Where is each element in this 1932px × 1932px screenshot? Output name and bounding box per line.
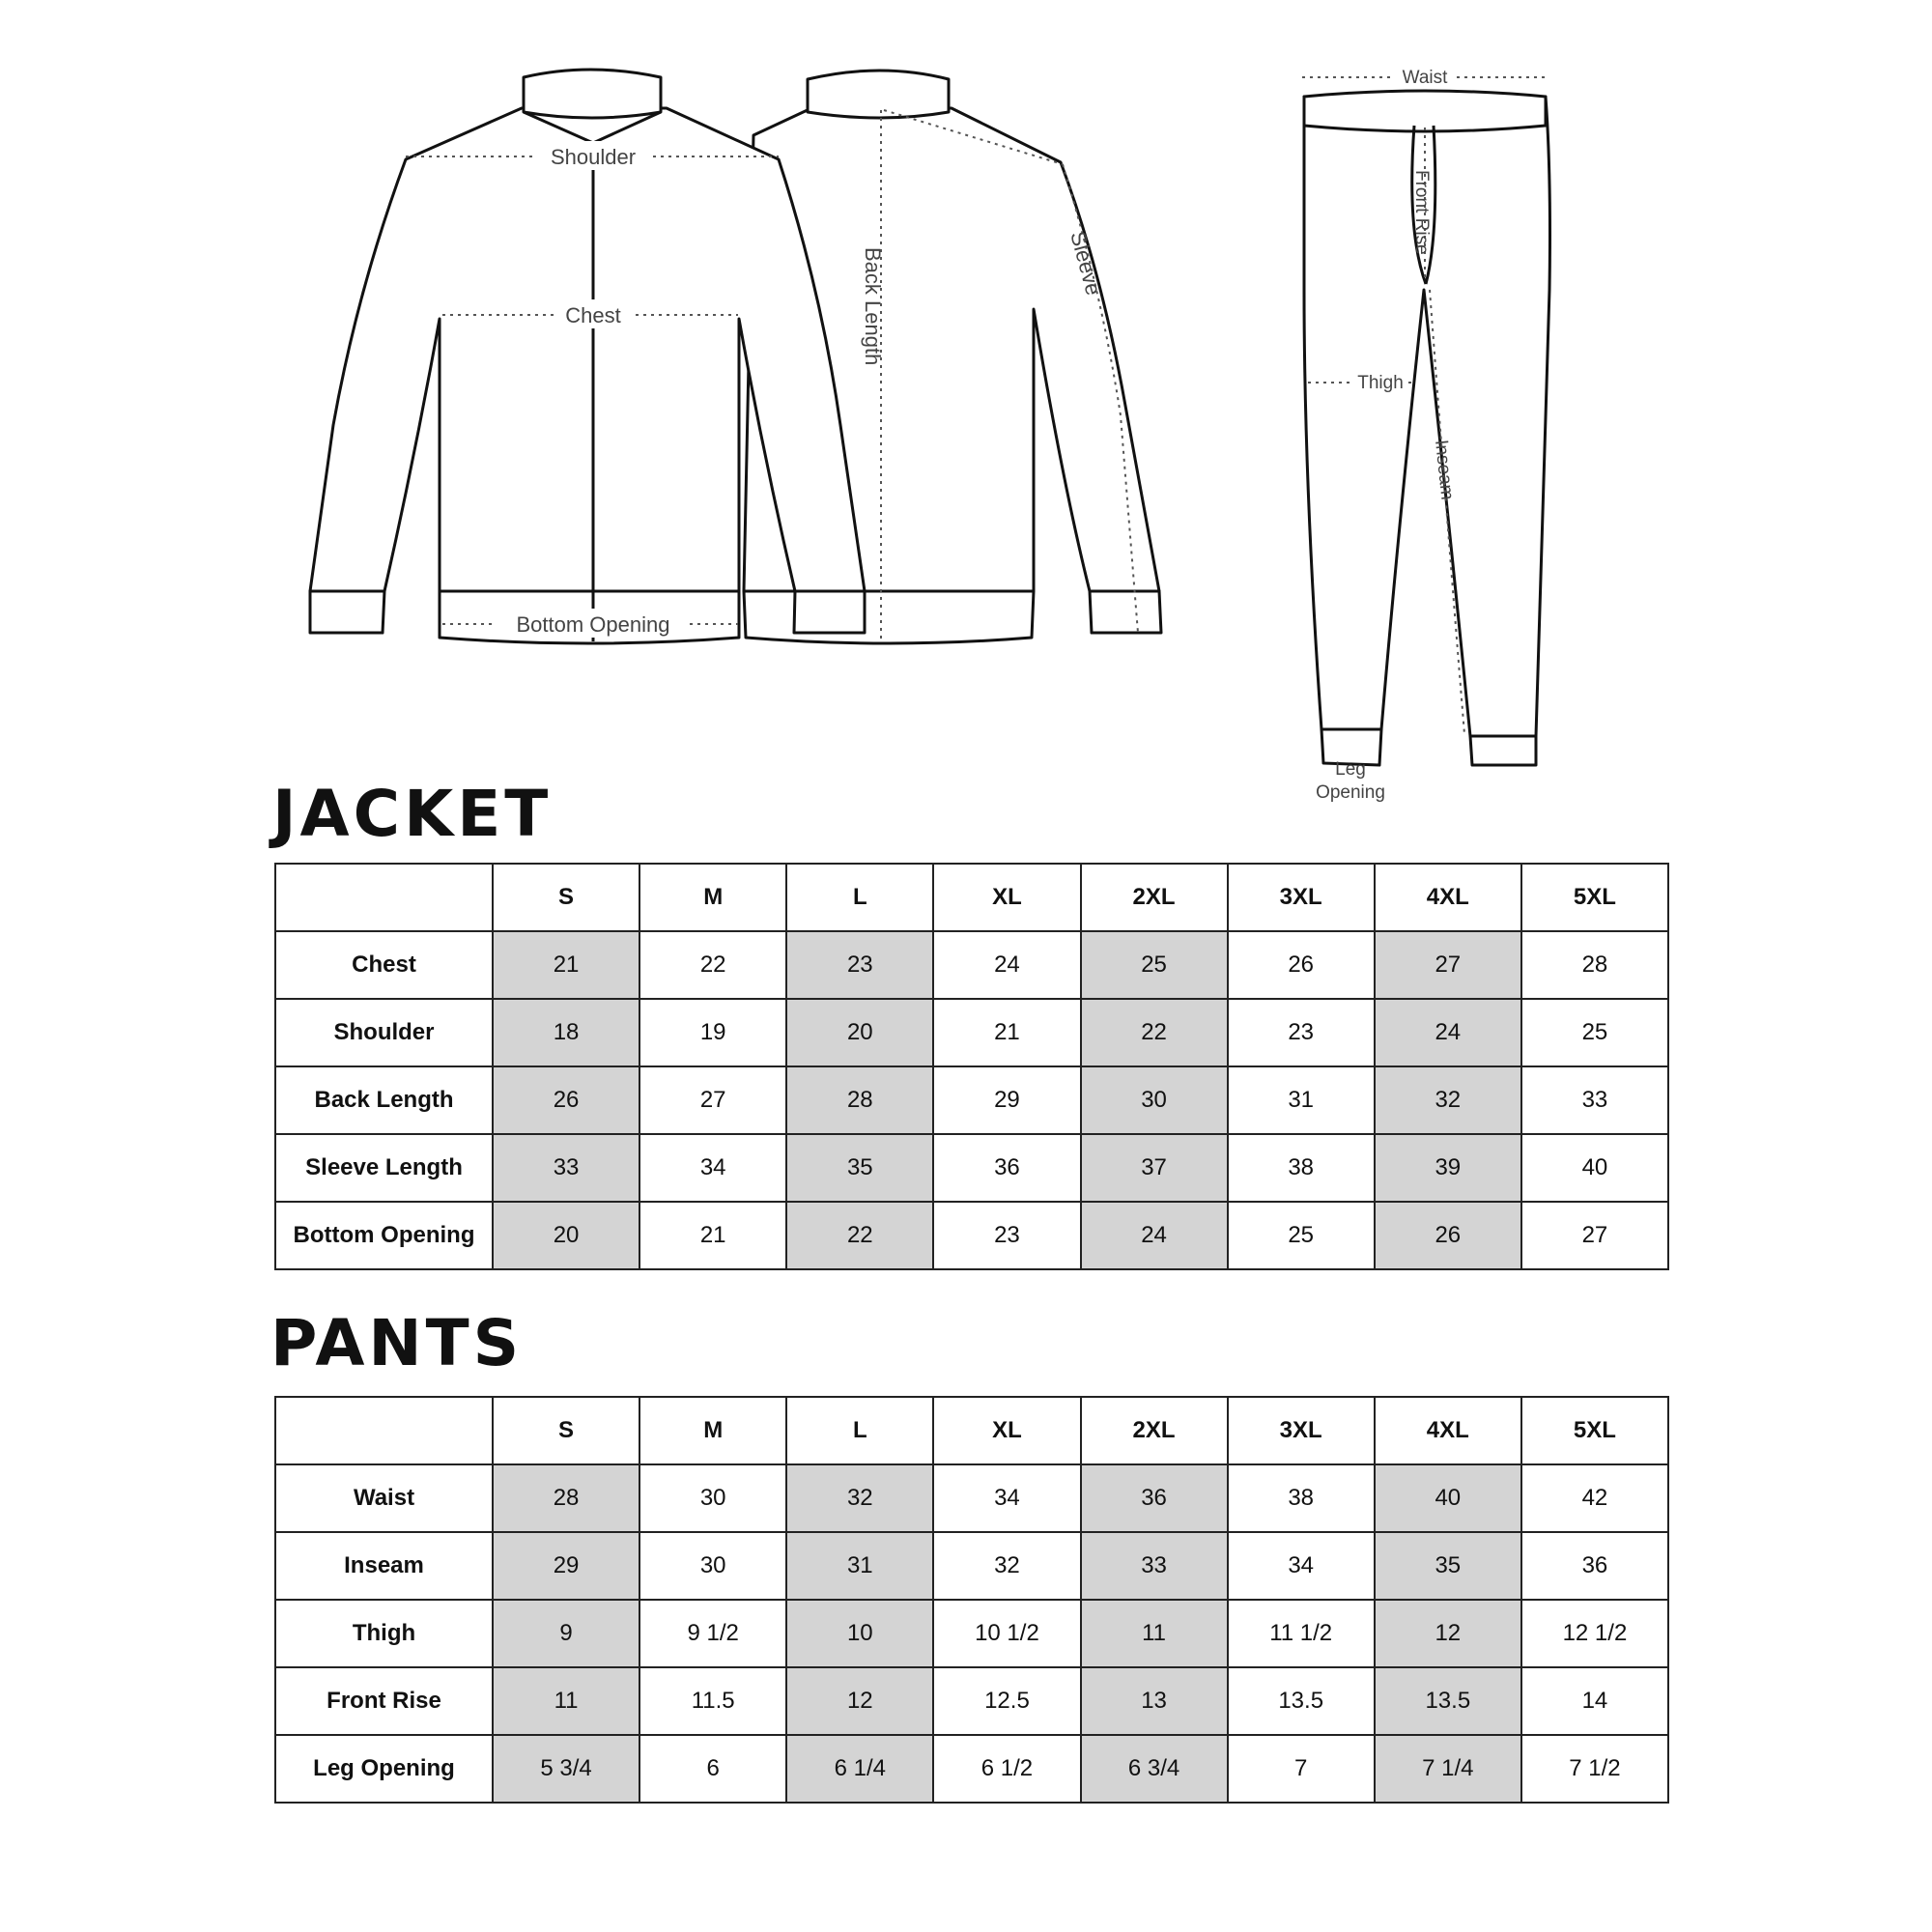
jacket-corner-cell [275,864,493,931]
pants-size-header: 2XL [1081,1397,1228,1464]
table-cell: 32 [933,1532,1080,1600]
jacket-title: JACKET [272,777,553,851]
table-cell: 23 [933,1202,1080,1269]
garment-diagram [0,0,1932,831]
row-label: Sleeve Length [275,1134,493,1202]
table-cell: 10 1/2 [933,1600,1080,1667]
row-label: Inseam [275,1532,493,1600]
table-cell: 34 [1228,1532,1375,1600]
table-cell: 21 [639,1202,786,1269]
row-label: Thigh [275,1600,493,1667]
chest-label: Chest [565,303,621,327]
leg-label: Leg [1335,759,1366,780]
bottom-opening-label: Bottom Opening [516,612,670,637]
table-cell: 38 [1228,1134,1375,1202]
pants-size-header: 5XL [1521,1397,1668,1464]
table-row [275,1134,1668,1202]
table-cell: 21 [933,999,1080,1066]
table-cell: 30 [639,1464,786,1532]
inseam-label: Inseam [1431,439,1458,501]
jacket-size-header: S [493,864,639,931]
table-cell: 42 [1521,1464,1668,1532]
table-cell: 24 [1081,1202,1228,1269]
jacket-size-header: 5XL [1521,864,1668,931]
table-row [275,1202,1668,1269]
table-cell: 9 1/2 [639,1600,786,1667]
back-length-label: Back Length [861,247,885,366]
table-row [275,1667,1668,1735]
table-cell: 22 [639,931,786,999]
thigh-label: Thigh [1357,373,1404,393]
table-cell: 27 [639,1066,786,1134]
table-cell: 26 [493,1066,639,1134]
table-cell: 19 [639,999,786,1066]
jacket-size-header: 3XL [1228,864,1375,931]
row-label: Back Length [275,1066,493,1134]
table-cell: 14 [1521,1667,1668,1735]
table-cell: 7 1/2 [1521,1735,1668,1803]
jacket-size-header: XL [933,864,1080,931]
table-cell: 40 [1375,1464,1521,1532]
table-cell: 11 [493,1667,639,1735]
jacket-size-header: 4XL [1375,864,1521,931]
jacket-size-header: L [786,864,933,931]
pants-size-header: 4XL [1375,1397,1521,1464]
table-cell: 11 1/2 [1228,1600,1375,1667]
table-cell: 31 [786,1532,933,1600]
row-label: Leg Opening [275,1735,493,1803]
table-cell: 36 [1081,1464,1228,1532]
table-cell: 27 [1521,1202,1668,1269]
pants-size-header: XL [933,1397,1080,1464]
pants-size-header: L [786,1397,933,1464]
table-cell: 26 [1375,1202,1521,1269]
table-cell: 12 1/2 [1521,1600,1668,1667]
pants-size-header: 3XL [1228,1397,1375,1464]
table-cell: 28 [493,1464,639,1532]
table-row [275,1532,1668,1600]
jacket-header-row [275,864,1668,931]
front-rise-label: Front Rise [1411,170,1432,255]
table-cell: 5 3/4 [493,1735,639,1803]
table-cell: 10 [786,1600,933,1667]
row-label: Front Rise [275,1667,493,1735]
table-cell: 12 [1375,1600,1521,1667]
table-cell: 29 [933,1066,1080,1134]
table-cell: 31 [1228,1066,1375,1134]
table-cell: 6 3/4 [1081,1735,1228,1803]
table-cell: 40 [1521,1134,1668,1202]
table-cell: 29 [493,1532,639,1600]
table-cell: 36 [1521,1532,1668,1600]
pants-corner-cell [275,1397,493,1464]
table-cell: 6 [639,1735,786,1803]
table-cell: 25 [1228,1202,1375,1269]
table-cell: 20 [786,999,933,1066]
table-row [275,999,1668,1066]
table-cell: 32 [1375,1066,1521,1134]
table-cell: 32 [786,1464,933,1532]
table-cell: 30 [1081,1066,1228,1134]
table-cell: 18 [493,999,639,1066]
table-cell: 26 [1228,931,1375,999]
table-cell: 12 [786,1667,933,1735]
table-cell: 13.5 [1375,1667,1521,1735]
pants-size-header: M [639,1397,786,1464]
table-cell: 6 1/2 [933,1735,1080,1803]
table-cell: 7 [1228,1735,1375,1803]
table-cell: 36 [933,1134,1080,1202]
row-label: Bottom Opening [275,1202,493,1269]
table-cell: 24 [933,931,1080,999]
table-cell: 13.5 [1228,1667,1375,1735]
jacket-size-header: M [639,864,786,931]
jacket-size-header: 2XL [1081,864,1228,931]
waist-label: Waist [1402,68,1448,88]
table-cell: 11 [1081,1600,1228,1667]
table-row [275,1600,1668,1667]
pants-size-header: S [493,1397,639,1464]
table-cell: 23 [1228,999,1375,1066]
table-cell: 37 [1081,1134,1228,1202]
table-cell: 28 [1521,931,1668,999]
table-cell: 22 [786,1202,933,1269]
row-label: Shoulder [275,999,493,1066]
pants-title: PANTS [270,1306,524,1380]
table-cell: 33 [493,1134,639,1202]
table-cell: 7 1/4 [1375,1735,1521,1803]
table-cell: 27 [1375,931,1521,999]
pants-header-row [275,1397,1668,1464]
jacket-size-table [274,863,1669,1270]
table-cell: 9 [493,1600,639,1667]
table-cell: 35 [1375,1532,1521,1600]
table-row [275,1735,1668,1803]
row-label: Waist [275,1464,493,1532]
table-cell: 20 [493,1202,639,1269]
table-cell: 6 1/4 [786,1735,933,1803]
table-cell: 24 [1375,999,1521,1066]
sleeve-label: Sleeve [1065,228,1106,298]
pants-illustration [1302,64,1550,803]
table-cell: 13 [1081,1667,1228,1735]
table-cell: 33 [1521,1066,1668,1134]
table-row [275,931,1668,999]
pants-size-table [274,1396,1669,1804]
table-row [275,1464,1668,1532]
table-cell: 34 [933,1464,1080,1532]
table-cell: 12.5 [933,1667,1080,1735]
table-cell: 34 [639,1134,786,1202]
table-cell: 30 [639,1532,786,1600]
table-cell: 33 [1081,1532,1228,1600]
table-cell: 22 [1081,999,1228,1066]
table-cell: 39 [1375,1134,1521,1202]
table-row [275,1066,1668,1134]
table-cell: 11.5 [639,1667,786,1735]
table-cell: 25 [1081,931,1228,999]
row-label: Chest [275,931,493,999]
table-cell: 35 [786,1134,933,1202]
table-cell: 25 [1521,999,1668,1066]
table-cell: 28 [786,1066,933,1134]
opening-label: Opening [1316,782,1385,803]
table-cell: 38 [1228,1464,1375,1532]
table-cell: 21 [493,931,639,999]
table-cell: 23 [786,931,933,999]
shoulder-label: Shoulder [550,145,637,169]
